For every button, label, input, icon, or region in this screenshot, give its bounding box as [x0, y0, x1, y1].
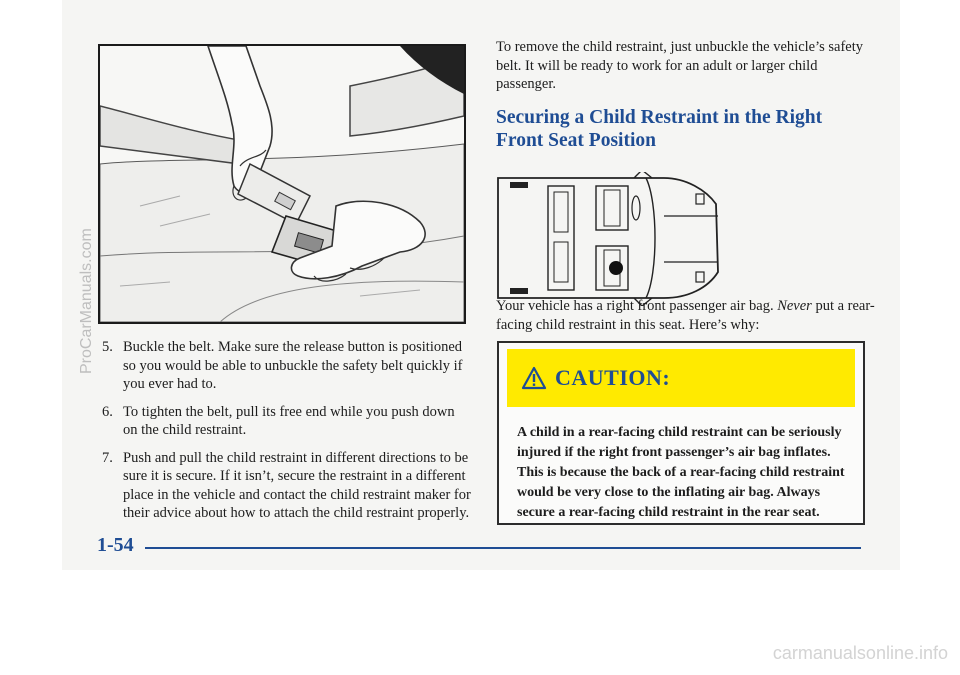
- caution-title: CAUTION:: [555, 365, 671, 390]
- page-number: 1-54: [97, 534, 134, 556]
- step-text: Buckle the belt. Make sure the release button is positioned so you would be able to unbuckle the safety belt quickly if you ever had to.: [123, 339, 463, 392]
- step-number: 6.: [102, 403, 113, 420]
- vehicle-seating-diagram: [496, 172, 722, 311]
- step-item: [96, 403, 472, 440]
- remove-restraint-text: To remove the child restraint, just unbuckle the vehicle’s safety belt. It will be ready to work for an adult or larger child passenger.: [496, 39, 864, 92]
- airbag-warning-text: [496, 297, 876, 334]
- never-emphasis: Never: [777, 298, 812, 314]
- step-item: [96, 449, 472, 523]
- warning-triangle-icon: [521, 366, 547, 390]
- side-watermark: ProCarManuals.com: [78, 228, 95, 374]
- step-number: 5.: [102, 339, 113, 355]
- step-text: Push and pull the child restraint in different directions to be sure it is secure. If it isn’t, secure the restraint in a different place in the vehicle and contact the child restraint maker for their advice about how to attach the child restraint properly.: [123, 449, 471, 521]
- airbag-text-end: put a rear-facing child restraint in this seat. Here’s why:: [496, 298, 875, 333]
- caution-text: A child in a rear-facing child restraint can be seriously injured if the right front passenger’s air bag inflates. This is because the back of a rear-facing child restraint would be very close to the inflating air bag. Always secure a rear-facing child restraint in the rear seat.: [517, 425, 845, 520]
- caution-box: [497, 341, 865, 525]
- buckle-illustration: [98, 44, 466, 324]
- bottom-watermark: carmanualsonline.info: [772, 643, 948, 663]
- airbag-text-start: Your vehicle has a right front passenger air bag.: [496, 298, 778, 314]
- footer-rule: [145, 547, 861, 549]
- caution-header: [507, 349, 855, 407]
- instruction-steps: [96, 338, 472, 532]
- section-heading: Securing a Child Restraint in the Right Front Seat Position: [496, 107, 823, 151]
- step-item: [96, 338, 472, 394]
- step-number: 7.: [102, 449, 113, 466]
- step-text: To tighten the belt, pull its free end while you push down on the child restraint.: [123, 403, 455, 438]
